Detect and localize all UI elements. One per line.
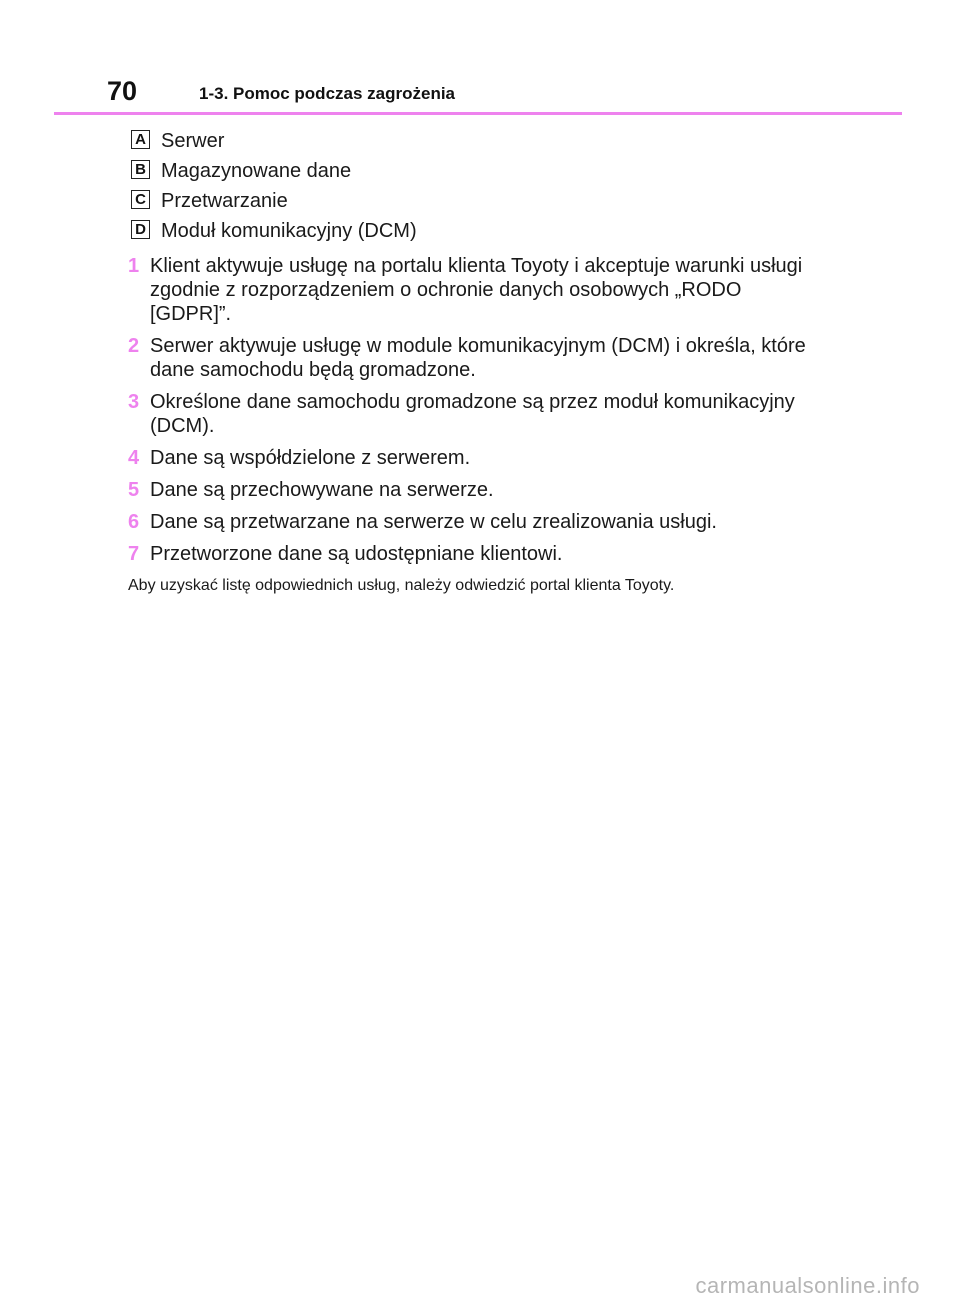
legend-item-d — [0, 216, 960, 246]
step-text: Serwer aktywuje usługę w module komunikacyjnym (DCM) i określa, które dane samochodu będą gromadzone. — [150, 335, 806, 381]
page-content — [0, 126, 960, 597]
footnote: Aby uzyskać listę odpowiednich usług, należy odwiedzić portal klienta Toyoty. — [128, 577, 675, 594]
step-item — [0, 334, 960, 382]
step-item — [0, 254, 960, 326]
step-number: 6 — [128, 511, 140, 533]
header-divider — [54, 112, 902, 115]
page-header — [0, 0, 960, 118]
step-item — [0, 542, 960, 566]
legend-item-c — [0, 186, 960, 216]
step-item — [0, 478, 960, 502]
page-number: 70 — [107, 76, 138, 106]
legend-letter-box: A — [131, 130, 150, 149]
section-title: 1-3. Pomoc podczas zagrożenia — [199, 84, 456, 103]
legend-letter-box: C — [131, 190, 150, 209]
legend-label: Serwer — [161, 130, 225, 152]
step-text: Przetworzone dane są udostępniane klientowi. — [150, 543, 563, 565]
legend-item-b — [0, 156, 960, 186]
step-number: 5 — [128, 479, 140, 501]
legend-label: Moduł komunikacyjny (DCM) — [161, 220, 417, 242]
step-text: Dane są przetwarzane na serwerze w celu zrealizowania usługi. — [150, 511, 717, 533]
watermark: carmanualsonline.info — [695, 1273, 920, 1298]
step-item — [0, 390, 960, 438]
legend-letter-box: D — [131, 220, 150, 239]
step-text: Klient aktywuje usługę na portalu klienta Toyoty i akceptuje warunki usługi zgodnie z rozporządzeniem o ochronie danych osobowych „RODO [GDPR]”. — [150, 255, 803, 325]
step-number: 7 — [128, 543, 140, 565]
step-number: 4 — [128, 447, 140, 469]
step-number: 1 — [128, 255, 140, 277]
legend-item-a — [0, 126, 960, 156]
step-item — [0, 446, 960, 470]
step-item — [0, 510, 960, 534]
legend-label: Magazynowane dane — [161, 160, 352, 182]
step-text: Określone dane samochodu gromadzone są przez moduł komunikacyjny (DCM). — [150, 391, 795, 437]
legend-label: Przetwarzanie — [161, 190, 288, 212]
step-number: 2 — [128, 335, 140, 357]
legend-letter-box: B — [131, 160, 150, 179]
step-text: Dane są przechowywane na serwerze. — [150, 479, 494, 501]
step-text: Dane są współdzielone z serwerem. — [150, 447, 471, 469]
step-number: 3 — [128, 391, 140, 413]
